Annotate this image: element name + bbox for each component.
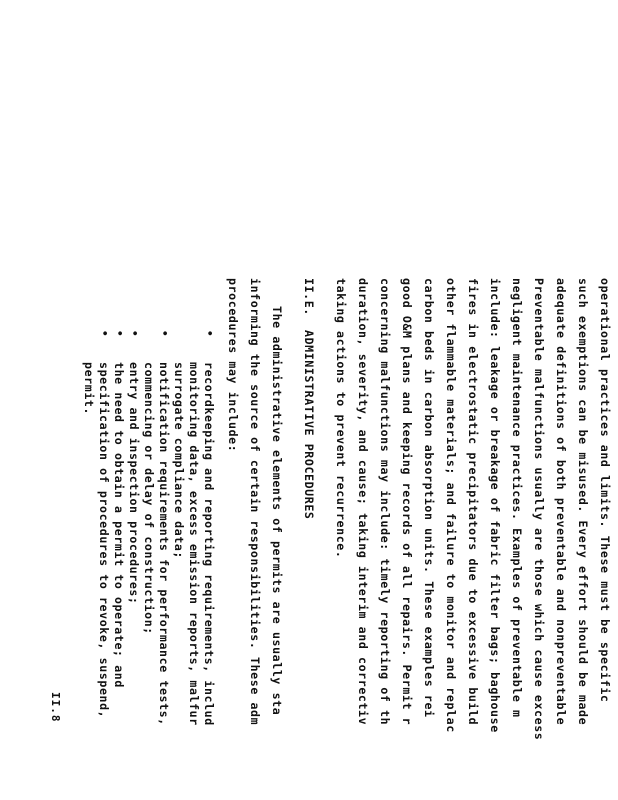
list-item: the need to obtain a permit to operate; and [112, 362, 126, 688]
text-line: other flammable materials; and failure to monitor and replac [444, 278, 458, 733]
section-number: II.E. [302, 278, 316, 316]
list-item: specification of procedures to revoke, suspend, [97, 362, 111, 719]
list-item: surrogate compliance data; [172, 362, 186, 560]
text-line: carbon beds in carbon absorption units. These examples rei [422, 278, 436, 718]
text-line: operational practices and limits. These must be specific [598, 278, 612, 703]
list-item: commencing or delay of construction; [142, 362, 156, 635]
bullet-icon: • [128, 330, 141, 337]
text-line: informing the source of certain responsibilities. These adm [248, 278, 262, 726]
bullet-icon: • [113, 330, 126, 337]
text-line: Preventable malfunctions usually are those which cause excess [532, 278, 546, 741]
list-item: recordkeeping and reporting requirements, includ [202, 362, 216, 726]
text-line: include: leakage or breakage of fabric filter bags; baghouse [488, 278, 502, 733]
section-title: ADMINISTRATIVE PROCEDURES [302, 330, 316, 520]
text-line: fires in electrostatic precipitators due to excessive build [466, 278, 480, 726]
bullet-icon: • [98, 330, 111, 337]
text-line: negligent maintenance practices. Examples of preventable m [510, 278, 524, 718]
text-line: procedures may include: [226, 278, 240, 453]
text-line: such exemptions can be misused. Every effort should be made [576, 278, 590, 726]
text-line: duration, severity, and cause; taking interim and correctiv [356, 278, 370, 726]
text-line: good O&M plans and keeping records of all repairs. Permit r [400, 278, 414, 726]
page-number: II.8 [49, 692, 62, 723]
list-item: notification requirements for performance tests, [157, 362, 171, 726]
list-item: monitoring data, excess emission reports, malfur [187, 362, 201, 726]
list-item: permit. [82, 362, 96, 416]
text-line: taking actions to prevent recurrence. [334, 278, 348, 559]
list-item: entry and inspection procedures; [127, 362, 141, 605]
text-line: The administrative elements of permits are usually sta [270, 306, 284, 716]
text-line: concerning malfunctions may include: timely reporting of th [378, 278, 392, 726]
bullet-icon: • [203, 330, 216, 337]
text-line: adequate definitions of both preventable and nonpreventable [554, 278, 568, 726]
bullet-icon: • [158, 330, 171, 337]
